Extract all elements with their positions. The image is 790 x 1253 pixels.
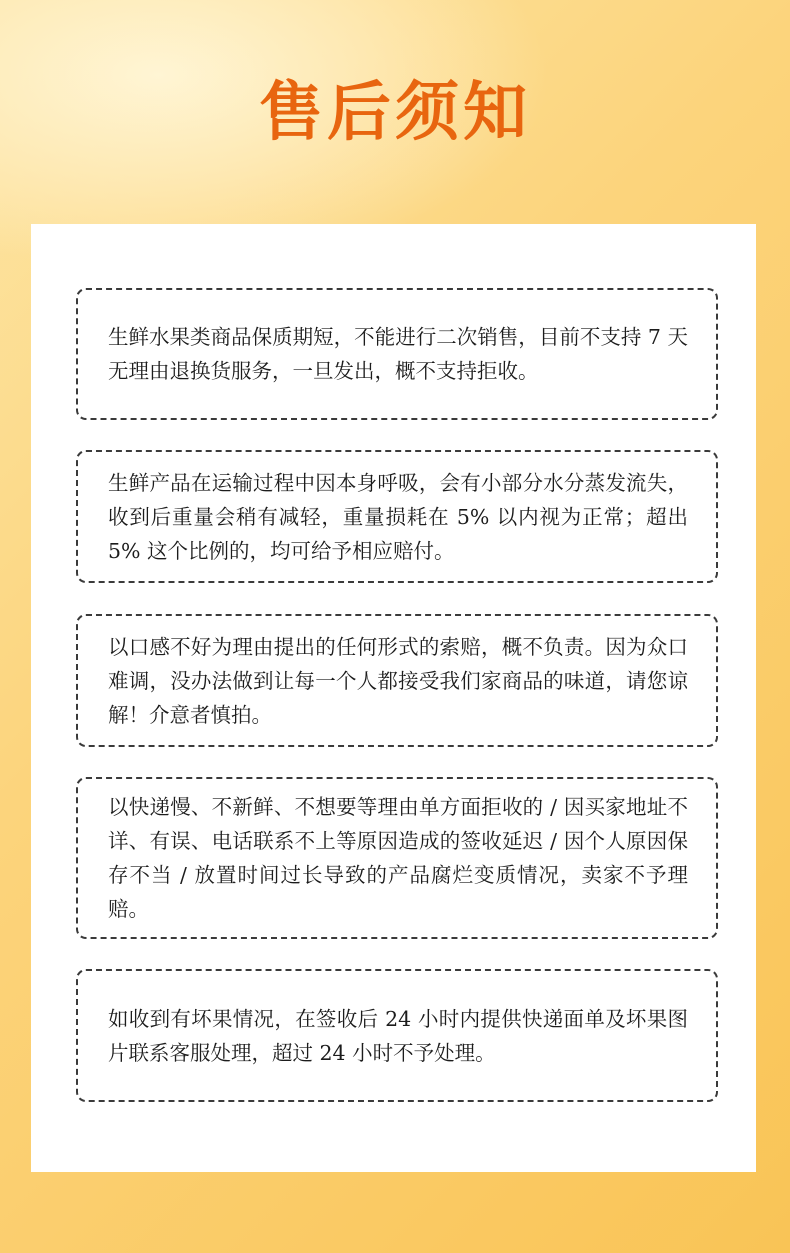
notice-box-no-returns [76, 288, 718, 420]
notice-box-damaged-fruit [76, 969, 718, 1102]
notice-box-taste [76, 614, 718, 747]
page-title: 售后须知 [259, 75, 531, 150]
notice-box-weight-loss [76, 450, 718, 583]
notice-text: 以快递慢、不新鲜、不想要等理由单方面拒收的 / 因买家地址不详、有误、电话联系不上等原因造成的签收延迟 / 因个人原因保存不当 / 放置时间过长导致的产品腐烂变质情况，卖家不予理赔。 [108, 795, 688, 921]
notice-text: 生鲜产品在运输过程中因本身呼吸，会有小部分水分蒸发流失，收到后重量会稍有减轻，重量损耗在 5% 以内视为正常；超出 5% 这个比例的，均可给予相应赔付。 [108, 470, 688, 563]
notice-text: 生鲜水果类商品保质期短，不能进行二次销售，目前不支持 7 天无理由退换货服务，一旦发出，概不支持拒收。 [108, 325, 688, 383]
notice-box-refusal [76, 777, 718, 939]
notice-text: 如收到有坏果情况，在签收后 24 小时内提供快递面单及坏果图片联系客服处理，超过 24 小时不予处理。 [108, 1006, 688, 1065]
notice-text: 以口感不好为理由提出的任何形式的索赔，概不负责。因为众口难调，没办法做到让每一个人都接受我们家商品的味道，请您谅解！介意者慎拍。 [108, 634, 688, 727]
